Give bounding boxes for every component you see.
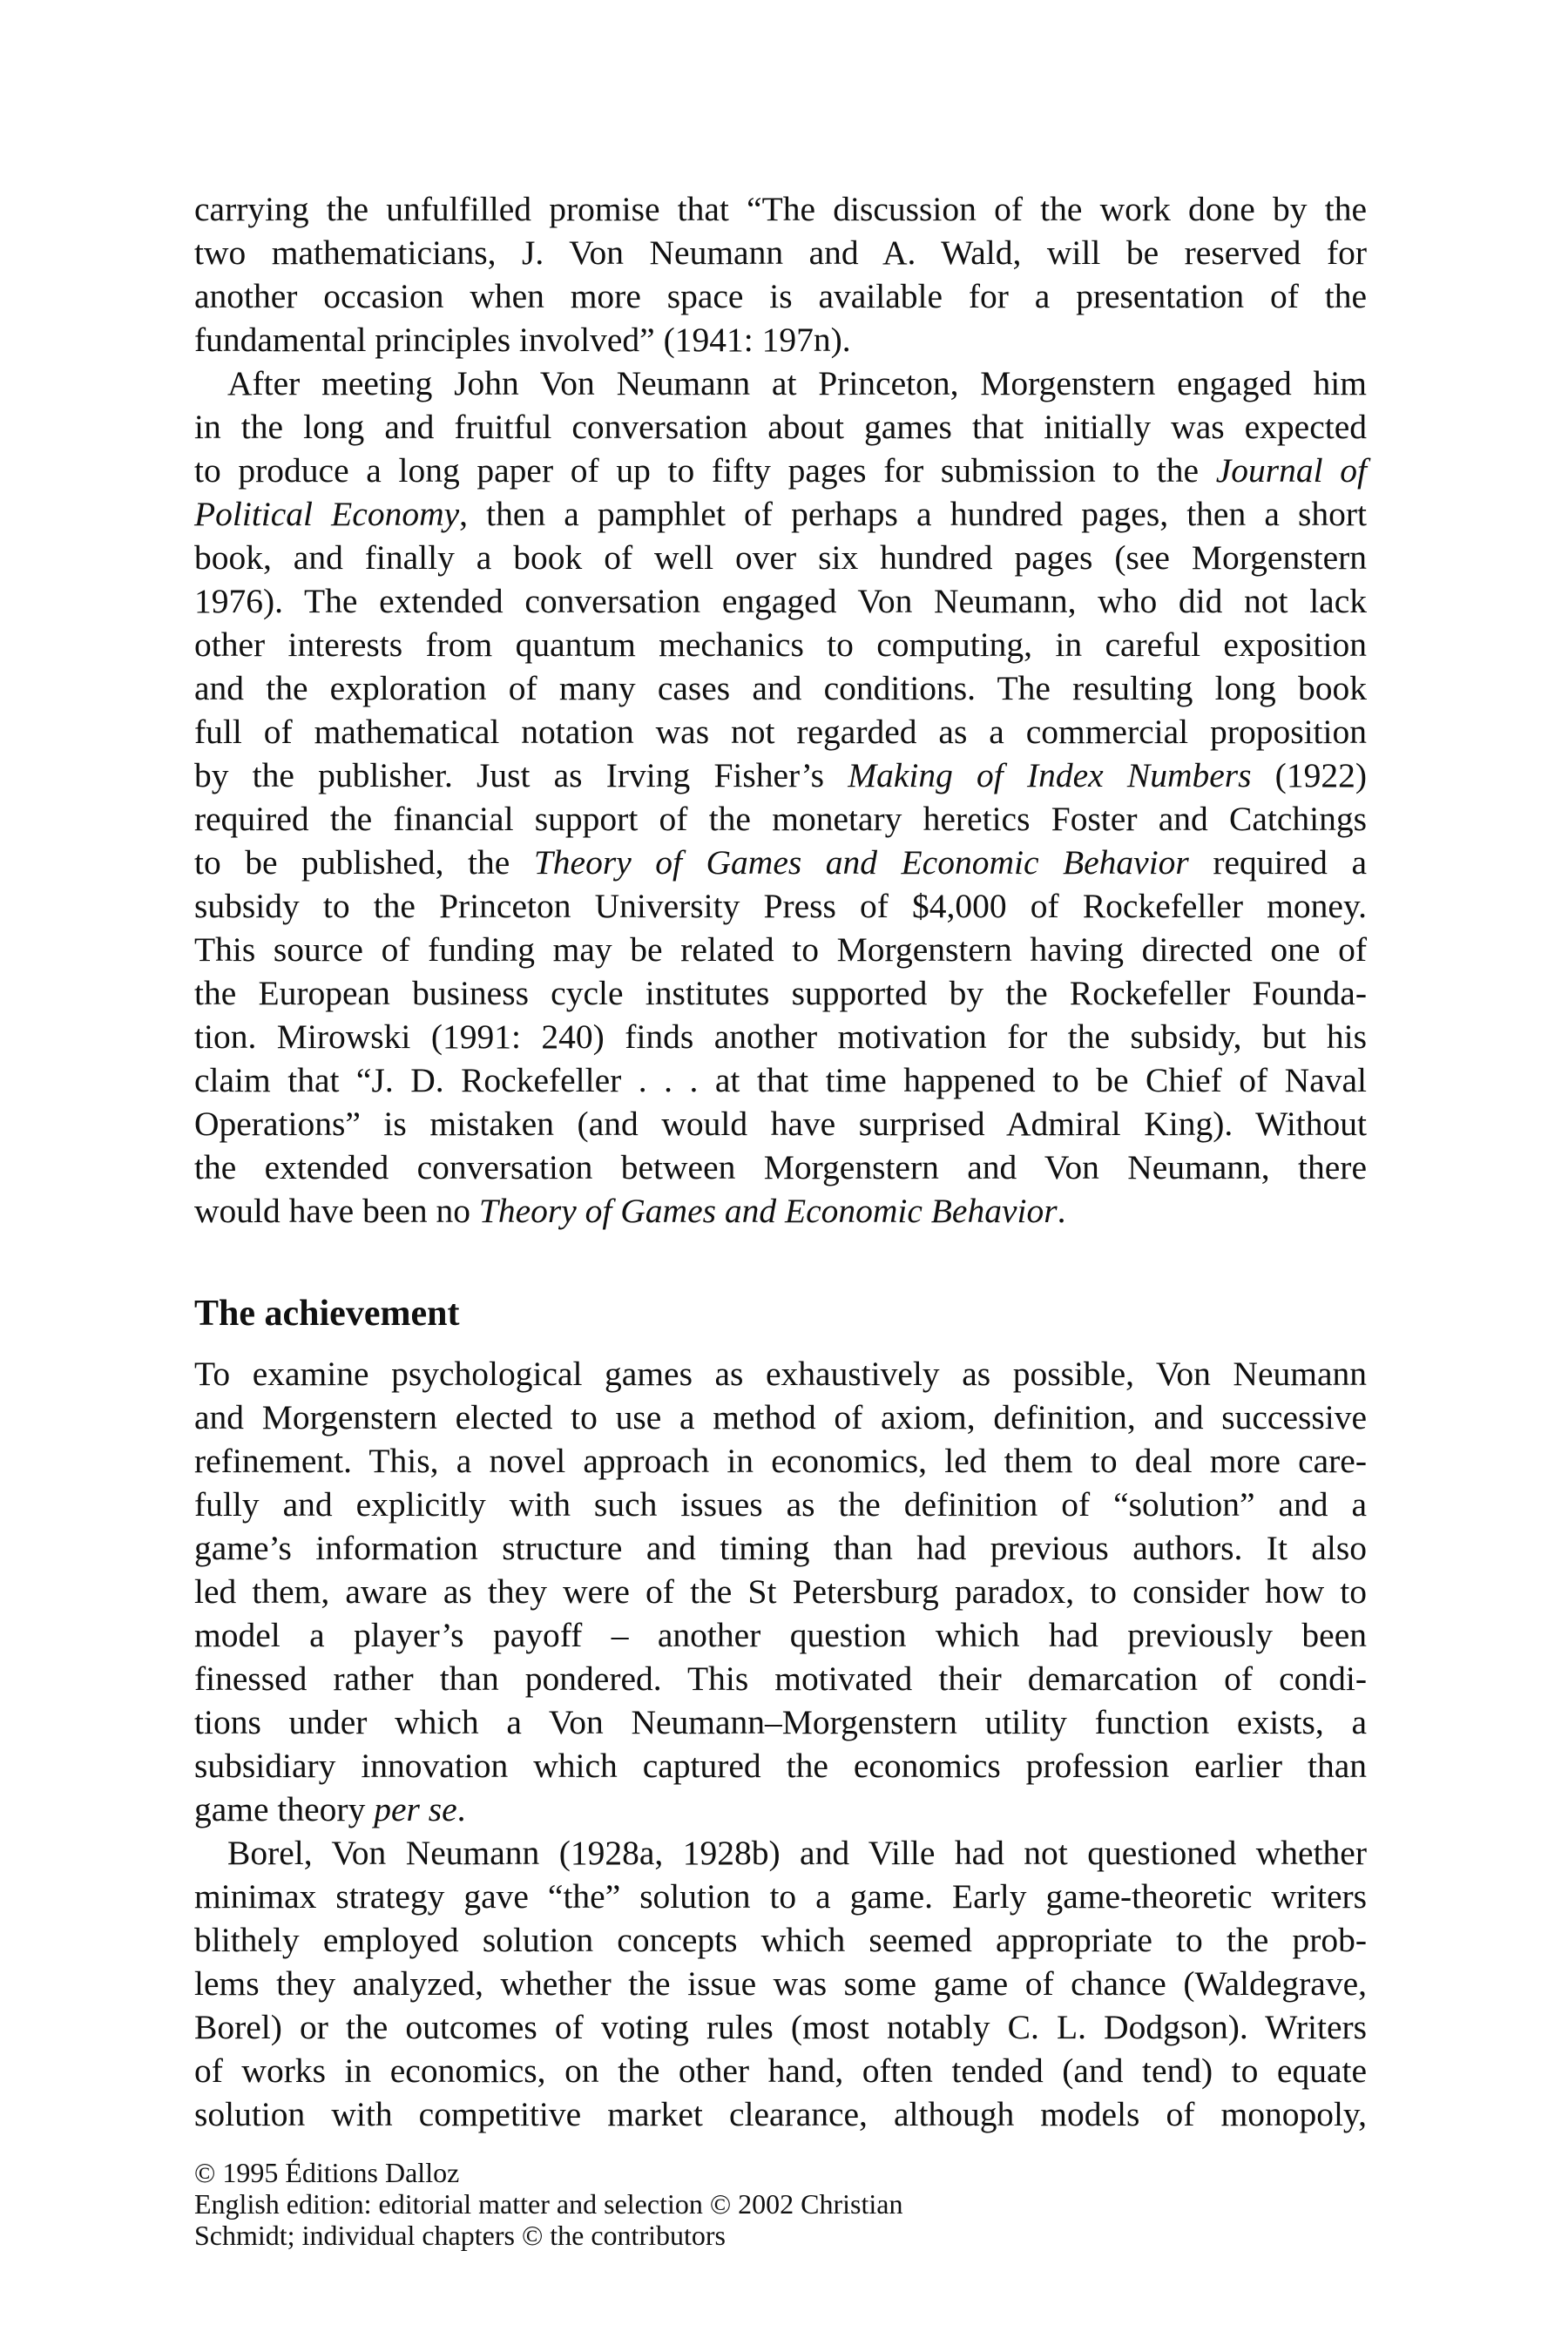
text-line: [194, 1526, 1367, 1570]
text-run: .: [1057, 1192, 1066, 1230]
body-text-section-1: [194, 187, 1367, 1233]
text-run: .: [456, 1790, 466, 1828]
text-line: [194, 1613, 1367, 1657]
italic-title: per se: [374, 1790, 457, 1828]
text-line: [194, 1015, 1367, 1058]
text-line: [194, 318, 1367, 362]
text-line: [194, 623, 1367, 666]
text-run: and the exploration of many cases and conditions. The resulting long book: [194, 669, 1367, 707]
section-heading: The achievement: [194, 1294, 460, 1334]
text-run: To examine psychological games as exhaustively as possible, Von Neumann: [194, 1355, 1367, 1393]
text-line: [194, 1875, 1367, 1918]
text-line: [194, 971, 1367, 1015]
text-line: [194, 1700, 1367, 1744]
text-run: game theory: [194, 1790, 375, 1828]
text-run: minimax strategy gave “the” solution to a game. Early game-theoretic writers: [194, 1877, 1367, 1916]
text-run: to produce a long paper of up to fifty pages for submission to the: [194, 451, 1216, 490]
text-run: (1922): [1251, 756, 1367, 794]
text-line: [194, 1146, 1367, 1189]
text-line: [194, 797, 1367, 841]
text-run: of works in economics, on the other hand, often tended (and tend) to equate: [194, 2051, 1367, 2090]
text-line: [194, 1058, 1367, 1102]
text-line: [194, 1657, 1367, 1700]
text-run: solution with competitive market clearance, although models of monopoly,: [194, 2095, 1367, 2133]
text-run: full of mathematical notation was not regarded as a commercial proposition: [194, 713, 1367, 751]
text-run: to be published, the: [194, 843, 534, 882]
text-run: blithely employed solution concepts which seemed appropriate to the prob-: [194, 1921, 1367, 1959]
text-line: [194, 1396, 1367, 1439]
italic-title: Journal of: [1215, 451, 1367, 490]
text-run: subsidiary innovation which captured the economics profession earlier than: [194, 1747, 1367, 1785]
text-run: book, and finally a book of well over six hundred pages (see Morgenstern: [194, 538, 1367, 577]
text-run: required the financial support of the monetary heretics Foster and Catchings: [194, 800, 1367, 838]
text-line: [194, 666, 1367, 710]
text-run: After meeting John Von Neumann at Princeton, Morgenstern engaged him: [227, 364, 1367, 402]
text-line: [194, 1744, 1367, 1788]
text-line: [194, 449, 1367, 492]
text-run: game’s information structure and timing than had previous authors. It also: [194, 1529, 1367, 1567]
text-line: [194, 187, 1367, 231]
text-run: carrying the unfulfilled promise that “The discussion of the work done by the: [194, 190, 1367, 228]
paragraph: [194, 1831, 1367, 2136]
italic-title: Making of Index Numbers: [848, 756, 1252, 794]
text-run: in the long and fruitful conversation about games that initially was expected: [194, 408, 1367, 446]
text-run: two mathematicians, J. Von Neumann and A. Wald, will be reserved for: [194, 233, 1367, 272]
text-line: [194, 754, 1367, 797]
text-run: another occasion when more space is available for a presentation of the: [194, 277, 1367, 315]
text-line: [194, 231, 1367, 274]
text-run: , then a pamphlet of perhaps a hundred pages, then a short: [459, 495, 1368, 533]
text-run: by the publisher. Just as Irving Fisher’s: [194, 756, 848, 794]
paragraph: [194, 187, 1367, 362]
text-run: Borel, Von Neumann (1928a, 1928b) and Ville had not questioned whether: [227, 1834, 1367, 1872]
text-run: refinement. This, a novel approach in economics, led them to deal more care-: [194, 1442, 1367, 1480]
text-run: the extended conversation between Morgenstern and Von Neumann, there: [194, 1148, 1367, 1186]
text-run: the European business cycle institutes supported by the Rockefeller Founda-: [194, 974, 1367, 1012]
text-line: [194, 1788, 1367, 1831]
text-line: [194, 536, 1367, 579]
copyright-line: © 1995 Éditions Dalloz: [194, 2157, 460, 2188]
text-run: claim that “J. D. Rockefeller . . . at that time happened to be Chief of Naval: [194, 1061, 1367, 1099]
text-run: tions under which a Von Neumann–Morgenstern utility function exists, a: [194, 1703, 1367, 1741]
text-line: [194, 579, 1367, 623]
text-run: This source of funding may be related to Morgenstern having directed one of: [194, 930, 1367, 969]
body-text-section-2: [194, 1352, 1367, 2136]
text-run: Borel) or the outcomes of voting rules (most notably C. L. Dodgson). Writers: [194, 2008, 1367, 2046]
text-line: [194, 2049, 1367, 2092]
text-run: other interests from quantum mechanics to computing, in careful exposition: [194, 625, 1367, 664]
text-line: [194, 492, 1367, 536]
text-run: tion. Mirowski (1991: 240) finds another motivation for the subsidy, but his: [194, 1017, 1367, 1056]
text-line: [194, 1189, 1367, 1233]
text-run: 1976). The extended conversation engaged Von Neumann, who did not lack: [194, 582, 1367, 620]
text-run: model a player’s payoff – another question which had previously been: [194, 1616, 1367, 1654]
copyright-line: Schmidt; individual chapters © the contributors: [194, 2220, 726, 2251]
text-line: [194, 2005, 1367, 2049]
text-line: [194, 1570, 1367, 1613]
text-line: [194, 1352, 1367, 1396]
text-line: [194, 362, 1367, 405]
text-run: fully and explicitly with such issues as the definition of “solution” and a: [194, 1485, 1367, 1524]
paragraph: [194, 362, 1367, 1233]
text-run: finessed rather than pondered. This motivated their demarcation of condi-: [194, 1659, 1367, 1698]
italic-title: Political Economy: [194, 495, 460, 533]
copyright-line: English edition: editorial matter and selection © 2002 Christian: [194, 2188, 903, 2220]
text-line: [194, 1831, 1367, 1875]
text-line: [194, 1439, 1367, 1483]
italic-title: Theory of Games and Economic Behavior: [533, 843, 1189, 882]
text-line: [194, 405, 1367, 449]
text-line: [194, 841, 1367, 884]
text-run: and Morgenstern elected to use a method of axiom, definition, and successive: [194, 1398, 1367, 1436]
italic-title: Theory of Games and Economic Behavior: [478, 1192, 1058, 1230]
text-run: Operations” is mistaken (and would have surprised Admiral King). Without: [194, 1105, 1367, 1143]
text-line: [194, 1918, 1367, 1962]
text-run: would have been no: [194, 1192, 479, 1230]
text-run: lems they analyzed, whether the issue was some game of chance (Waldegrave,: [194, 1964, 1367, 2003]
text-line: [194, 1102, 1367, 1146]
text-run: led them, aware as they were of the St Petersburg paradox, to consider how to: [194, 1572, 1367, 1611]
text-line: [194, 2092, 1367, 2136]
text-run: subsidy to the Princeton University Press of $4,000 of Rockefeller money.: [194, 887, 1367, 925]
text-run: fundamental principles involved” (1941: 197n).: [194, 321, 851, 359]
paragraph: [194, 1352, 1367, 1831]
text-line: [194, 928, 1367, 971]
text-run: required a: [1188, 843, 1367, 882]
text-line: [194, 710, 1367, 754]
copyright-footer: [194, 2157, 902, 2251]
text-line: [194, 884, 1367, 928]
text-line: [194, 1962, 1367, 2005]
text-line: [194, 1483, 1367, 1526]
text-line: [194, 274, 1367, 318]
